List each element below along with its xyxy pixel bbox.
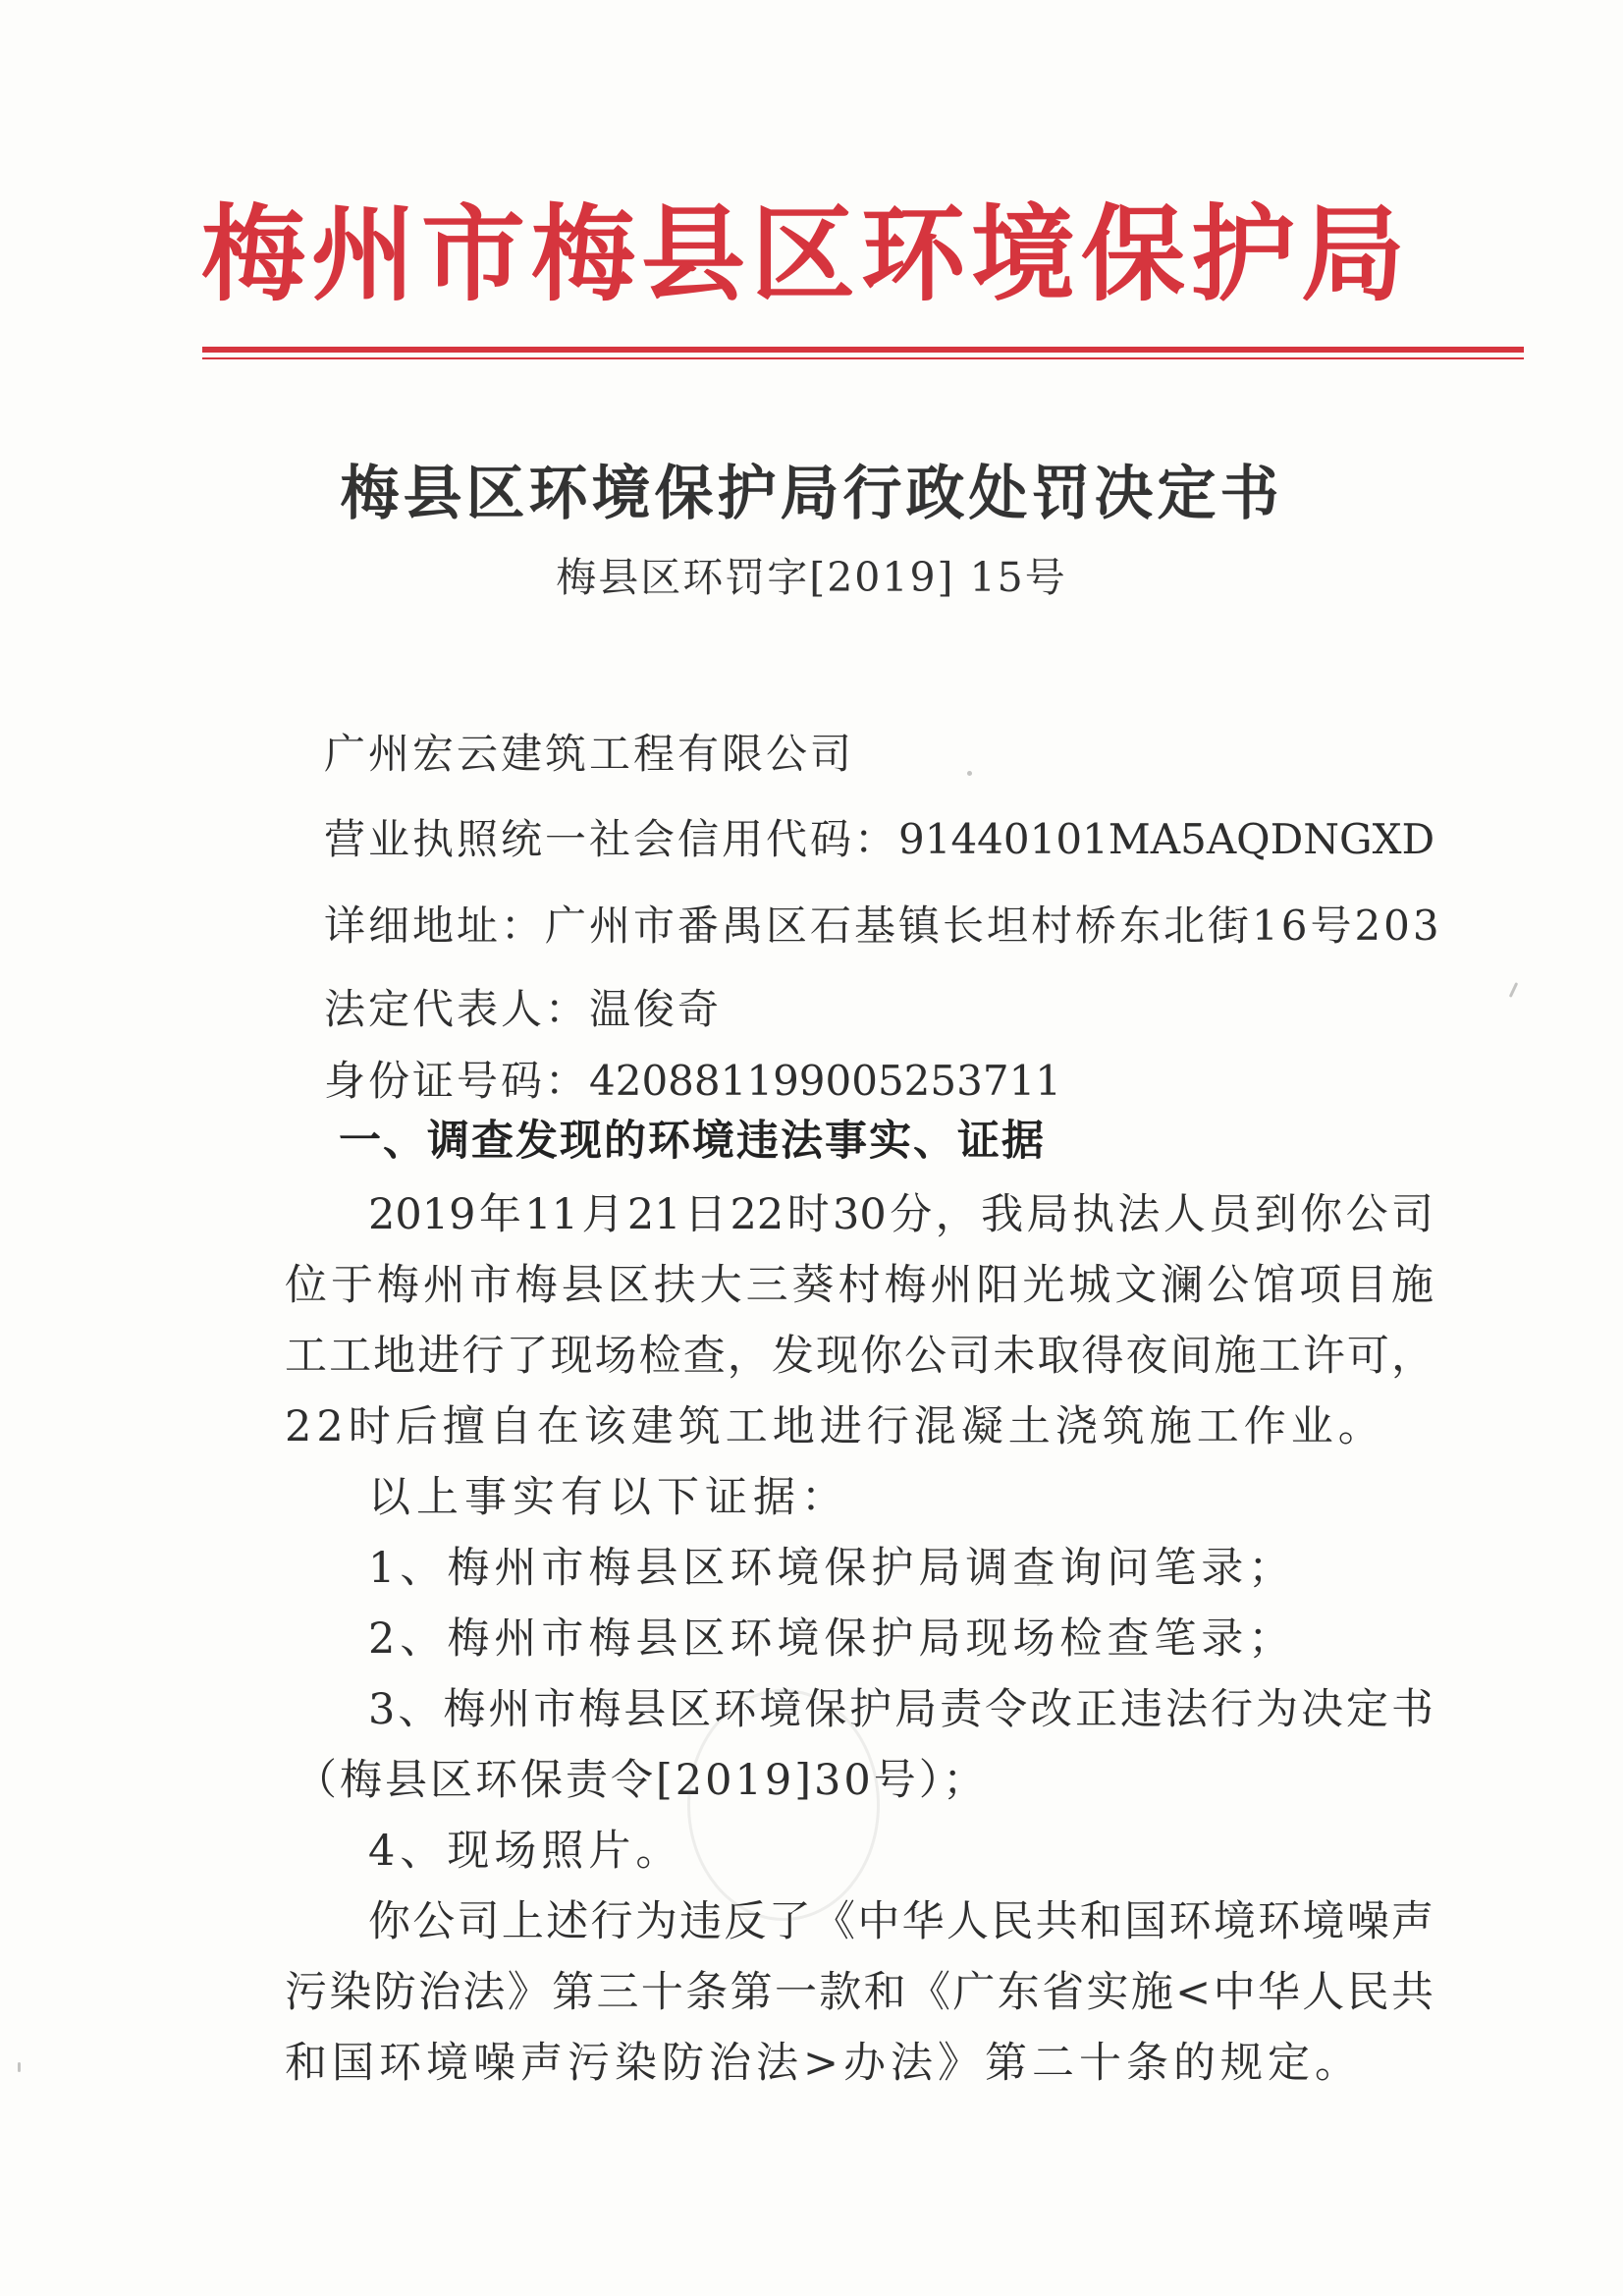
paragraph-line: 22时后擅自在该建筑工地进行混凝土浇筑施工作业。 xyxy=(285,1402,1385,1451)
evidence-item: 1、梅州市梅县区环境保护局调查询问笔录； xyxy=(368,1544,1296,1593)
evidence-intro: 以上事实有以下证据： xyxy=(368,1473,849,1522)
letterhead-rule-thin xyxy=(202,357,1524,359)
address-label: 详细地址： xyxy=(324,902,546,950)
letterhead-rule-thick xyxy=(202,347,1524,353)
scan-speck xyxy=(1037,1583,1040,1586)
paragraph-line: 位于梅州市梅县区扶大三葵村梅州阳光城文澜公馆项目施 xyxy=(285,1261,1434,1310)
evidence-item: （梅县区环保责令[2019]30号）； xyxy=(295,1756,989,1805)
section-heading: 一、调查发现的环境违法事实、证据 xyxy=(339,1117,1046,1166)
violation-line: 污染防治法》第三十条第一款和《广东省实施<中华人民共 xyxy=(285,1968,1434,2017)
id-number-row xyxy=(324,1049,1061,1108)
address-value: 广州市番禺区石基镇长坦村桥东北街16号203 xyxy=(545,902,1442,950)
faint-seal-impression xyxy=(687,1689,880,1921)
credit-code-value: 91440101MA5AQDNGXD xyxy=(898,815,1435,863)
credit-code-label: 营业执照统一社会信用代码： xyxy=(324,815,899,863)
legal-rep-label: 法定代表人： xyxy=(324,985,590,1033)
legal-rep-row xyxy=(324,977,722,1036)
organization-letterhead: 梅州市梅县区环境保护局 xyxy=(201,192,1411,315)
id-number-value: 420881199005253711 xyxy=(589,1057,1062,1105)
credit-code-row xyxy=(324,807,1434,866)
evidence-item: 4、现场照片。 xyxy=(368,1827,683,1876)
violation-line: 和国环境噪声污染防治法>办法》第二十条的规定。 xyxy=(285,2039,1363,2088)
scan-speck xyxy=(18,2062,21,2072)
scan-speck xyxy=(1509,982,1518,998)
paragraph-line: 工工地进行了现场检查，发现你公司未取得夜间施工许可， xyxy=(285,1332,1434,1381)
company-name: 广州宏云建筑工程有限公司 xyxy=(324,730,855,778)
document-number: 梅县区环罚字[2019] 15号 xyxy=(556,554,1067,601)
document-title: 梅县区环境保护局行政处罚决定书 xyxy=(340,460,1283,528)
paragraph-line: 2019年11月21日22时30分，我局执法人员到你公司 xyxy=(368,1190,1434,1239)
id-number-label: 身份证号码： xyxy=(324,1057,590,1105)
address-row xyxy=(324,894,1442,953)
evidence-item: 3、梅州市梅县区环境保护局责令改正违法行为决定书 xyxy=(368,1685,1434,1734)
scan-speck xyxy=(967,771,972,776)
evidence-item: 2、梅州市梅县区环境保护局现场检查笔录； xyxy=(368,1614,1296,1664)
violation-line: 你公司上述行为违反了《中华人民共和国环境环境噪声 xyxy=(368,1897,1434,1946)
legal-rep-value: 温俊奇 xyxy=(589,985,723,1033)
